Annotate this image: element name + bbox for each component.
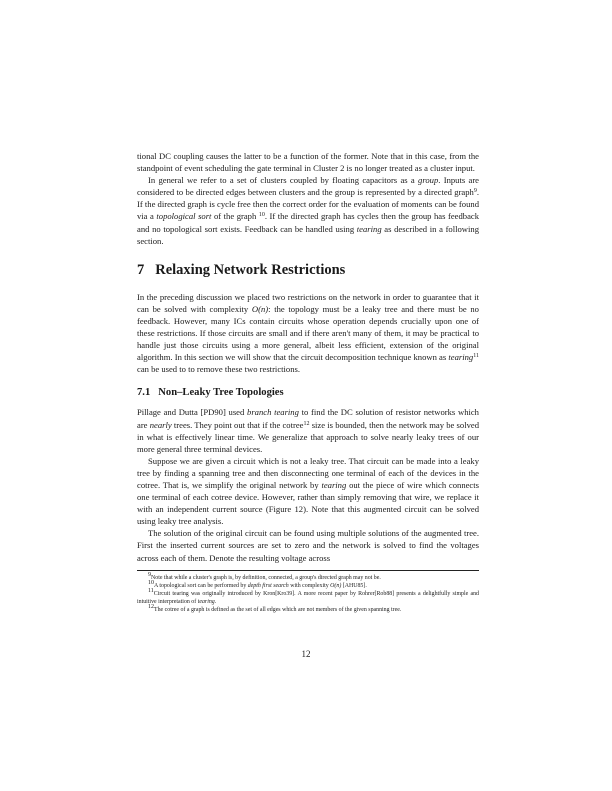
emphasis-topological-sort: topological sort xyxy=(156,211,212,222)
footnote-mark: 9 xyxy=(148,571,151,578)
footnote-ref-11[interactable]: 11 xyxy=(473,353,479,360)
section-number: 7 xyxy=(137,261,145,278)
page-number: 12 xyxy=(301,649,311,659)
paragraph-intro-2: In general we refer to a set of clusters coupled by floating capacitors as a group. Inputs are considered to be directed edges between clusters and the group is represented by a directed graph$^9$. If the directed graph is cycle free then the correct order for the evaluation of moments can be found via a topological sort of the graph $^{10}$. If the directed graph has cycles then the group has feedback and no topological sort exists. Feedback can be handled using tearing as described in a following section. xyxy=(137,175,480,246)
footnote-mark: 12 xyxy=(148,604,154,611)
paragraph-section7-1: In the preceding discussion we placed two restrictions on the network in order to guarantee that it can be solved with complexity O(n): the topology must be a leaky tree and there must be no feedback. However, many ICs contain circuits whose operation depends crucially upon one of these restrictions. If those circuits are small and if there aren't many of them, it may be practical to handle just those circuits using a more general, albeit less efficient, extension of the original algorithm. In this section we will show that the circuit decomposition technique known as tearing$^{11}$ can be used to to remove these two restrictions. xyxy=(137,291,479,375)
paragraph-section71-1: Pillage and Dutta [PD90] used branch tearing to find the DC solution of resistor networks which are nearly trees. They point out that if the cotree$^{12}$ size is bounded, then the network may be solved in what is effectively linear time. We generalize that approach to solve nearly leaky trees of our more general three terminal devices. xyxy=(137,407,479,454)
footnote-10: $^{10}$A topological sort can be performed by depth first search with complexity O(n) [AHU85]. xyxy=(148,579,367,589)
paragraph-intro-1: tional DC coupling causes the latter to be a function of the former. Note that in this case, from the standpoint of event scheduling the gate terminal in Cluster 2 is no longer treated as a cluster input. xyxy=(137,151,479,174)
footnote-11: $^{11}$Circuit tearing was originally introduced by Kron[Kro39]. A more recent paper by Rohrer[Rob88] presents a delightfully simple and intuitive interpretation of tearing. xyxy=(137,588,479,606)
subsection-number: 7.1 xyxy=(137,387,151,399)
footnote-9: $^9$Note that while a cluster's graph is, by definition, connected, a group's directed graph may not be. xyxy=(148,571,381,581)
emphasis-tearing: tearing xyxy=(356,223,382,234)
subsection-title: Non–Leaky Tree Topologies xyxy=(158,387,284,399)
footnote-mark: 10 xyxy=(148,579,154,586)
footnote-mark: 11 xyxy=(148,588,154,595)
footnote-ref-12[interactable]: 12 xyxy=(303,420,310,427)
emphasis-nearly: nearly xyxy=(149,419,172,430)
emphasis-tearing: tearing xyxy=(321,479,347,490)
emphasis-group: group xyxy=(418,175,439,186)
footnotes xyxy=(137,570,479,615)
page-body xyxy=(137,150,479,615)
section-title: Relaxing Network Restrictions xyxy=(155,261,346,278)
paragraph-section71-2: Suppose we are given a circuit which is not a leaky tree. That circuit can be made into a leaky tree by finding a spanning tree and then disconnecting one terminal of each of the devices in the cotree. That is, we simplify the original network by tearing out the piece of wire which connects one terminal of each cotree device. However, rather than simply removing that wire, we replace it with an independent current source (Figure 12). Note that this augmented circuit can be solved using leaky tree analysis. xyxy=(137,455,479,527)
footnote-ref-9[interactable]: 9 xyxy=(473,188,477,195)
emphasis-branch-tearing: branch tearing xyxy=(247,407,299,418)
emphasis-tearing: tearing xyxy=(448,352,474,363)
footnote-12: $^{12}$The cotree of a graph is defined as the set of all edges which are not members of the given spanning tree. xyxy=(148,604,402,614)
section-heading-7 xyxy=(137,262,479,278)
math-complexity: O(n) xyxy=(251,303,269,314)
subsection-heading-7-1 xyxy=(137,387,479,399)
footnote-ref-10[interactable]: 10 xyxy=(258,212,265,219)
paragraph-section71-3: The solution of the original circuit can be found using multiple solutions of the augmented tree. First the inserted current sources are set to zero and the network is solved to find the voltages across each of them. Denote the resulting voltage across xyxy=(137,528,479,563)
